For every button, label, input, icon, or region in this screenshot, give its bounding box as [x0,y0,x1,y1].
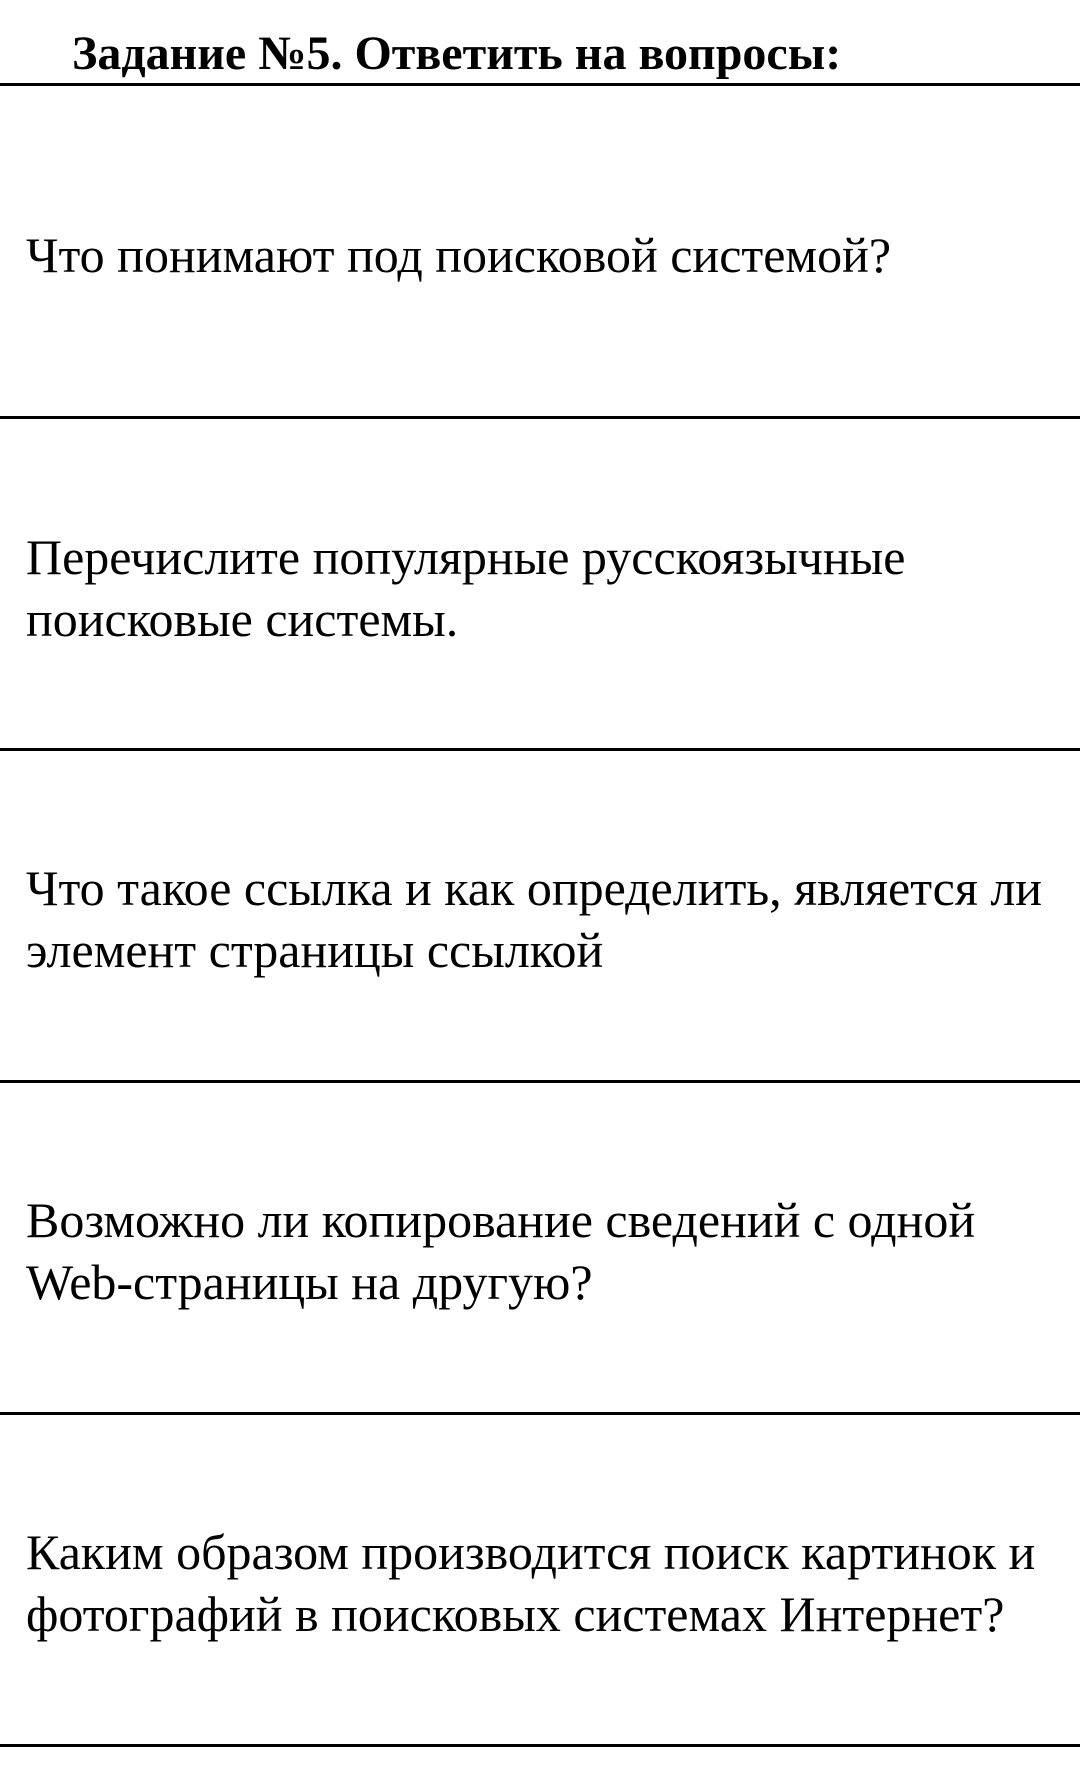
question-5-line-2: фотографий в поисковых системах Интернет? [26,1586,1005,1642]
question-2 [26,526,1080,650]
question-4-line-1: Возможно ли копирование сведений с одной [26,1192,976,1248]
divider-line [0,83,1080,86]
divider-line [0,1744,1080,1747]
divider-line [0,1080,1080,1083]
question-5-line-1: Каким образом производится поиск картинок и [26,1524,1036,1580]
question-3-line-2: элемент страницы ссылкой [26,922,604,978]
question-5 [26,1521,1080,1645]
divider-line [0,748,1080,751]
question-3 [26,857,1080,981]
divider-line [0,416,1080,419]
question-1 [26,224,1080,286]
question-1-line-1: Что понимают под поисковой системой? [26,227,892,283]
question-4-line-2: Web-страницы на другую? [26,1254,593,1310]
question-2-line-2: поисковые системы. [26,591,459,647]
question-3-line-1: Что такое ссылка и как определить, является ли [26,860,1043,916]
question-2-line-1: Перечислите популярные русскоязычные [26,529,906,585]
task-title: Задание №5. Ответить на вопросы: [72,27,842,80]
divider-line [0,1412,1080,1415]
question-4 [26,1189,1080,1313]
